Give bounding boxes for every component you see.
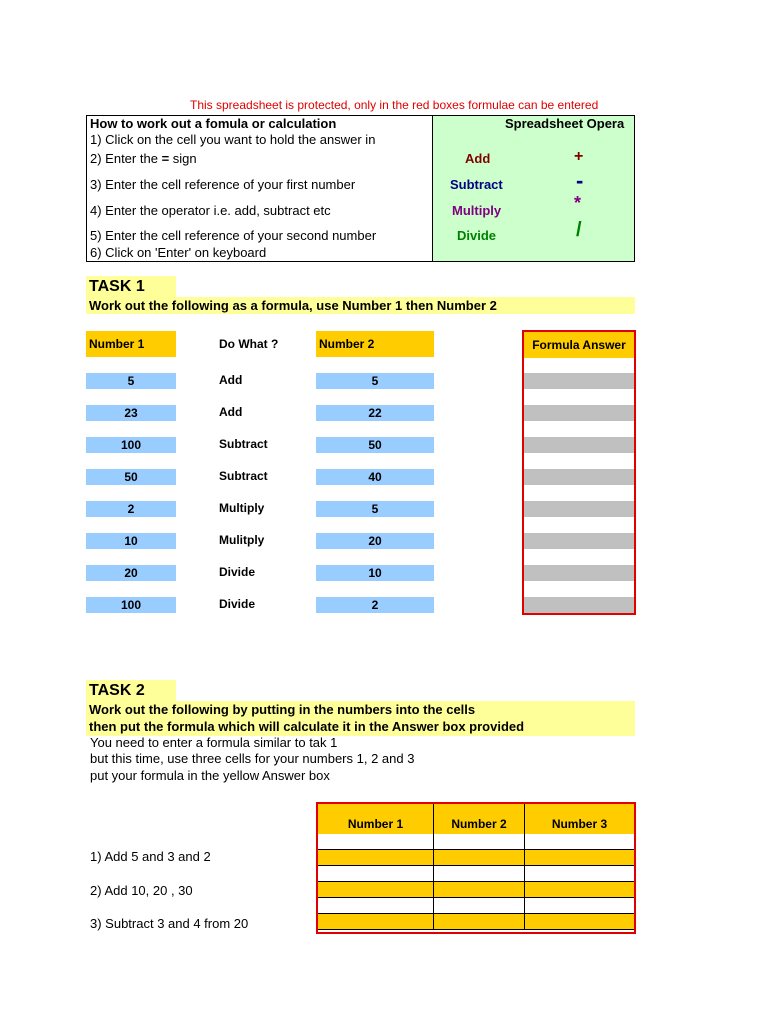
task2-grid-cell[interactable]: [318, 866, 434, 882]
operators-title: Spreadsheet Opera: [505, 116, 625, 131]
task2-grid-cell[interactable]: [318, 882, 434, 898]
task2-title: TASK 2: [86, 680, 176, 701]
instruction-step-2-suffix: sign: [172, 151, 197, 166]
task2-grid-row: [318, 898, 634, 914]
operator-multiply-label: Multiply: [452, 203, 502, 218]
task2-grid-cell[interactable]: [434, 866, 525, 882]
plus-icon: +: [574, 148, 584, 165]
task2-instruction: [86, 701, 635, 736]
task2-instruction-line2: then put the formula which will calculate it in the Answer box provided: [89, 719, 525, 734]
task1-number1-cell[interactable]: 20: [86, 565, 176, 581]
task2-grid-row: [318, 866, 634, 882]
task2-grid-cell[interactable]: [434, 850, 525, 866]
task1-operation-label: Add: [219, 405, 243, 419]
task1-number2-cell[interactable]: 50: [316, 437, 434, 453]
formula-answer-cell[interactable]: [524, 373, 634, 389]
task2-grid-cell[interactable]: [525, 914, 634, 930]
task1-number1-cell[interactable]: 5: [86, 373, 176, 389]
equals-sign: =: [161, 151, 170, 166]
instruction-step-6: 6) Click on 'Enter' on keyboard: [90, 245, 267, 260]
task2-grid-cell[interactable]: [434, 834, 525, 850]
instructions-title: How to work out a fomula or calculation: [90, 116, 337, 131]
task2-grid-cell[interactable]: [318, 850, 434, 866]
instruction-step-2: [90, 151, 197, 166]
task2-grid-cell[interactable]: [525, 850, 634, 866]
task1-header-number2: Number 2: [316, 331, 434, 357]
task2-question-1: 1) Add 5 and 3 and 2: [90, 849, 211, 864]
instruction-step-4: 4) Enter the operator i.e. add, subtract etc: [90, 203, 331, 218]
task1-operation-label: Subtract: [219, 469, 268, 483]
task2-grid-cell[interactable]: [434, 882, 525, 898]
task2-grid-row: [318, 834, 634, 850]
task1-number2-cell[interactable]: 2: [316, 597, 434, 613]
protection-notice: This spreadsheet is protected, only in the red boxes formulae can be entered: [190, 98, 599, 112]
task2-grid-header-row: [318, 804, 634, 834]
task1-number2-cell[interactable]: 5: [316, 501, 434, 517]
task1-header-do-what: Do What ?: [219, 337, 279, 351]
task2-number-grid: [316, 802, 636, 934]
task1-header-number1: Number 1: [86, 331, 176, 357]
task1-number1-cell[interactable]: 100: [86, 597, 176, 613]
instruction-step-3: 3) Enter the cell reference of your first number: [90, 177, 356, 192]
task2-question-3: 3) Subtract 3 and 4 from 20: [90, 916, 249, 931]
task2-grid-cell[interactable]: [525, 898, 634, 914]
task2-grid-cell[interactable]: [434, 914, 525, 930]
task1-operation-label: Divide: [219, 597, 256, 611]
task1-number1-cell[interactable]: 50: [86, 469, 176, 485]
task1-number2-cell[interactable]: 10: [316, 565, 434, 581]
task1-number2-cell[interactable]: 22: [316, 405, 434, 421]
task2-grid-row: [318, 850, 634, 866]
task2-header-number3: Number 3: [525, 804, 634, 834]
task2-header-number1: Number 1: [318, 804, 434, 834]
task2-question-2: 2) Add 10, 20 , 30: [90, 883, 193, 898]
task2-note-1: You need to enter a formula similar to tak 1: [90, 735, 338, 750]
task1-operation-label: Subtract: [219, 437, 268, 451]
task2-grid-cell[interactable]: [525, 834, 634, 850]
formula-answer-cell[interactable]: [524, 597, 634, 613]
task2-note-2: but this time, use three cells for your numbers 1, 2 and 3: [90, 751, 415, 766]
task2-grid-cell[interactable]: [318, 914, 434, 930]
operator-divide-label: Divide: [457, 228, 497, 243]
formula-answer-cell[interactable]: [524, 469, 634, 485]
task1-title: TASK 1: [86, 276, 176, 297]
task1-operation-label: Multiply: [219, 501, 265, 515]
task1-operation-label: Divide: [219, 565, 256, 579]
instruction-step-1: 1) Click on the cell you want to hold the answer in: [90, 132, 376, 147]
task2-grid-row: [318, 914, 634, 930]
task2-instruction-line1: Work out the following by putting in the numbers into the cells: [89, 702, 476, 717]
task1-number2-cell[interactable]: 5: [316, 373, 434, 389]
task1-number1-cell[interactable]: 10: [86, 533, 176, 549]
task2-header-number2: Number 2: [434, 804, 525, 834]
asterisk-icon: *: [574, 193, 582, 213]
formula-answer-cell[interactable]: [524, 501, 634, 517]
task1-number1-cell[interactable]: 100: [86, 437, 176, 453]
task2-grid-cell[interactable]: [525, 882, 634, 898]
task2-grid-cell[interactable]: [434, 898, 525, 914]
instruction-step-2-text: 2) Enter the: [90, 151, 158, 166]
instruction-step-5: 5) Enter the cell reference of your second number: [90, 228, 377, 243]
formula-answer-cell[interactable]: [524, 533, 634, 549]
task1-operation-label: Add: [219, 373, 243, 387]
task1-instruction: Work out the following as a formula, use Number 1 then Number 2: [86, 297, 635, 314]
task2-grid-cell[interactable]: [318, 834, 434, 850]
task2-grid-cell[interactable]: [318, 898, 434, 914]
task1-number1-cell[interactable]: 2: [86, 501, 176, 517]
task1-number2-cell[interactable]: 20: [316, 533, 434, 549]
operator-subtract-label: Subtract: [450, 177, 503, 192]
formula-answer-cell[interactable]: [524, 565, 634, 581]
operator-add-label: Add: [465, 151, 491, 166]
task2-note-3: put your formula in the yellow Answer box: [90, 768, 330, 783]
task1-operation-label: Mulitply: [219, 533, 265, 547]
slash-icon: /: [576, 219, 582, 241]
formula-answer-cell[interactable]: [524, 437, 634, 453]
task2-grid-cell[interactable]: [525, 866, 634, 882]
task2-grid-row: [318, 882, 634, 898]
task1-number1-cell[interactable]: 23: [86, 405, 176, 421]
formula-answer-header: Formula Answer: [524, 332, 634, 358]
minus-icon: -: [576, 168, 584, 193]
task1-number2-cell[interactable]: 40: [316, 469, 434, 485]
formula-answer-cell[interactable]: [524, 405, 634, 421]
